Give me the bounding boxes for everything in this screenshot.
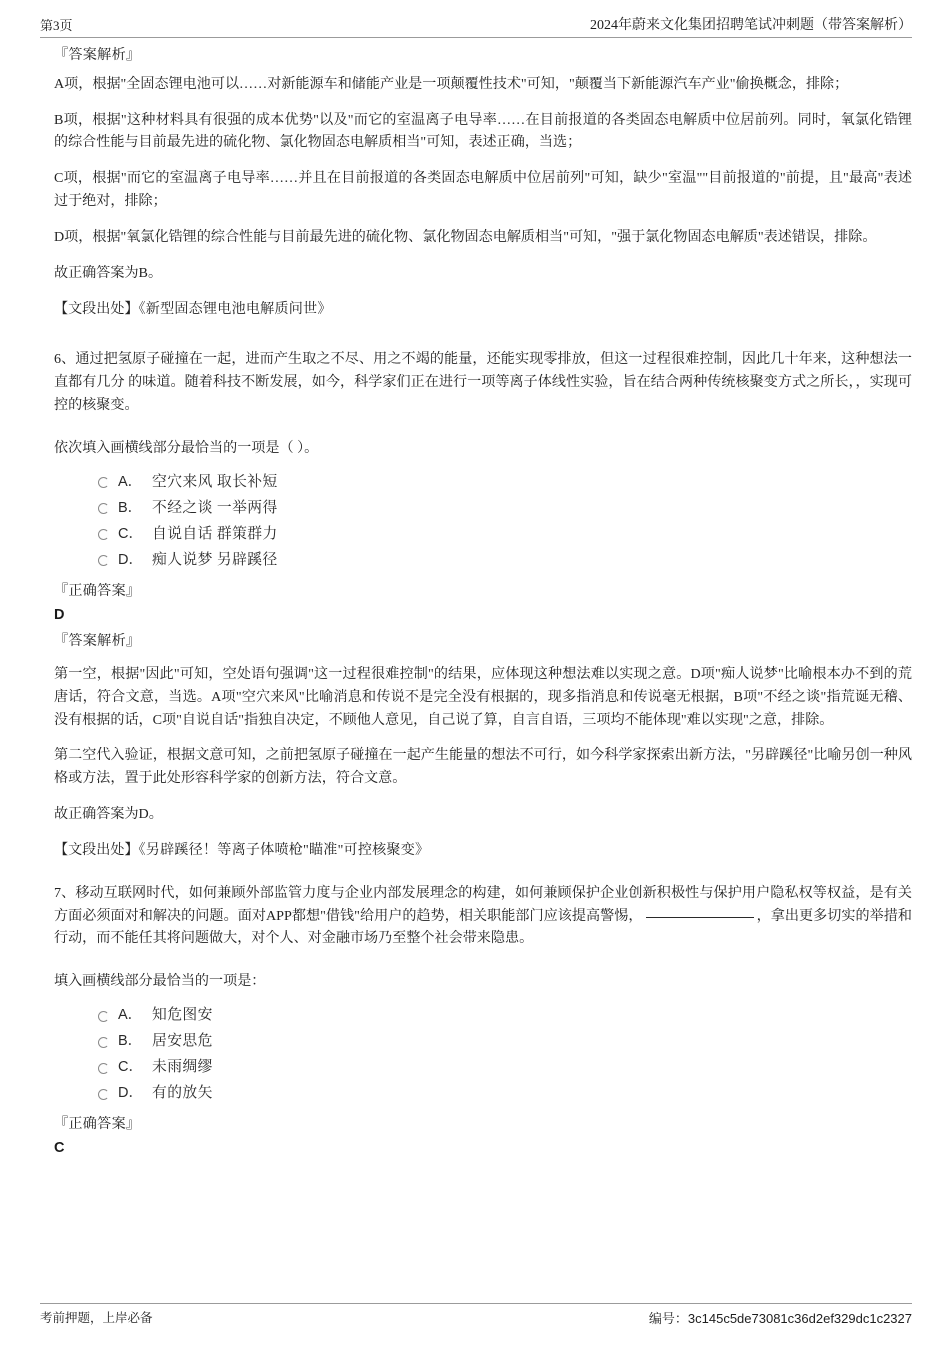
question-7-prompt: 填入画横线部分最恰当的一项是：: [54, 973, 266, 990]
option-text: 居安思危: [152, 1033, 213, 1050]
option-letter: D．: [118, 552, 143, 569]
radio-button-icon[interactable]: [98, 1011, 109, 1022]
option-text: 空穴来风 取长补短: [152, 473, 278, 490]
page-footer: [40, 1303, 912, 1327]
option-text: 不经之谈 一举两得: [152, 499, 278, 516]
q5-analysis-option-c: C项，根据"而它的室温离子电导率……并且在目前报道的各类固态电解质中位居前列"可知，缺少"室温""目前报道的"前提，且"最高"表述过于绝对，排除；: [54, 170, 912, 210]
question-6-stem: 6、通过把氢原子碰撞在一起，进而产生取之不尽、用之不竭的能量，还能实现零排放，但这一过程很难控制，因此几十年来，这种想法一直都有几分 的味道。随着科技不断发展，如今，科学家们正在进行一项等离子体线性实验，旨在结合两种传统核聚变方式之所长，，实现可控的核聚变。: [54, 351, 912, 414]
option-letter: B．: [118, 500, 143, 517]
question-7-stem-part2: ，拿出更多切实的举措和行动，而不能任其将问题做大，对个人、对金融市场乃至整个社会带来隐患。: [54, 907, 912, 947]
radio-button-icon[interactable]: [98, 1063, 109, 1074]
correct-answer-label-q6: 『正确答案』: [54, 582, 141, 599]
option-row[interactable]: [98, 496, 912, 522]
page-header: [40, 14, 912, 38]
option-row[interactable]: [98, 1081, 912, 1107]
option-text: 痴人说梦 另辟蹊径: [152, 551, 278, 568]
option-text: 未雨绸缪: [152, 1059, 213, 1076]
document-body: [40, 44, 912, 1163]
radio-button-icon[interactable]: [98, 1037, 109, 1048]
answer-analysis-label-q5: 『答案解析』: [54, 47, 141, 63]
q5-analysis-option-d: D项，根据"氧氯化锆锂的综合性能与目前最先进的硫化物、氯化物固态电解质相当"可知，"强于氯化物固态电解质"表述错误，排除。: [54, 228, 877, 245]
option-letter: C．: [118, 526, 143, 543]
radio-button-icon[interactable]: [98, 1089, 109, 1100]
radio-button-icon[interactable]: [98, 477, 109, 488]
footer-id-value: 3c145c5de73081c36d2ef329dc1c2327: [687, 1311, 912, 1326]
question-6-options: [40, 470, 912, 574]
source-title-q5: 《新型固态锂电池电解质问世》: [138, 300, 332, 317]
q5-analysis-option-b: B项，根据"这种材料具有很强的成本优势"以及"而它的室温离子电导率……在目前报道的各类固态电解质中位居前列。同时，氧氯化锆锂的综合性能与目前最先进的硫化物、氯化物固态电解质相当"可知，表述正确，当选；: [54, 111, 912, 151]
source-title-q6: 《另辟蹊径！等离子体喷枪"瞄准"可控核聚变》: [138, 841, 430, 858]
radio-button-icon[interactable]: [98, 555, 109, 566]
question-6-prompt: 依次填入画横线部分最恰当的一项是（ ）。: [54, 439, 319, 456]
q5-conclusion: 故正确答案为B。: [54, 264, 163, 281]
q6-analysis-paragraph-2: 第二空代入验证，根据文意可知，之前把氢原子碰撞在一起产生能量的想法不可行，如今科学家探索出新方法，"另辟蹊径"比喻另创一种风格或方法，置于此处形容科学家的创新方法，符合文意。: [54, 747, 912, 787]
question-7-stem: [40, 882, 912, 950]
option-letter: D．: [118, 1085, 143, 1102]
question-7-options: [40, 1003, 912, 1107]
option-row[interactable]: [98, 548, 912, 574]
q6-source-line: [40, 839, 912, 862]
radio-button-icon[interactable]: [98, 529, 109, 540]
option-letter: A．: [118, 474, 143, 491]
option-row[interactable]: [98, 1029, 912, 1055]
q5-source-line: [40, 298, 912, 321]
answer-analysis-label-q6: 『答案解析』: [54, 633, 141, 650]
option-letter: A．: [118, 1007, 143, 1024]
correct-answer-value-q7: C: [54, 1139, 65, 1156]
option-letter: C．: [118, 1059, 143, 1076]
option-letter: B．: [118, 1033, 143, 1050]
fill-in-blank-underline: [646, 916, 754, 918]
question-7-stem-part1: 7、移动互联网时代，如何兼顾外部监管力度与企业内部发展理念的构建，如何兼顾保护企业创新积极性与保护用户隐私权等权益，是有关方面必须面对和解决的问题。面对APP都想"借钱"给用户的趋势，相关职能部门应该提高警惕，: [54, 884, 912, 924]
option-row[interactable]: [98, 1055, 912, 1081]
radio-button-icon[interactable]: [98, 503, 109, 514]
option-row[interactable]: [98, 522, 912, 548]
correct-answer-value-q6: D: [54, 606, 65, 623]
option-text: 自说自话 群策群力: [152, 525, 278, 542]
q6-conclusion: 故正确答案为D。: [54, 806, 163, 823]
source-label-q5: 【文段出处】: [54, 300, 139, 317]
footer-id: [649, 1308, 912, 1327]
q5-analysis-option-a: A项，根据"全固态锂电池可以……对新能源车和储能产业是一项颠覆性技术"可知，"颠覆当下新能源汽车产业"偷换概念，排除；: [54, 75, 849, 92]
option-row[interactable]: [98, 1003, 912, 1029]
document-title: 2024年蔚来文化集团招聘笔试冲刺题（带答案解析）: [590, 18, 912, 33]
q6-analysis-paragraph-1: 第一空，根据"因此"可知，空处语句强调"这一过程很难控制"的结果，应体现这种想法难以实现之意。D项"痴人说梦"比喻根本办不到的荒唐话，符合文意，当选。A项"空穴来风"比喻消息和传说不是完全没有根据的，现多指消息和传说毫无根据，B项"不经之谈"指荒诞无稽、没有根据的话，C项"自说自话"指独自决定，不顾他人意见，自己说了算，自言自语，三项均不能体现"难以实现"之意，排除。: [54, 665, 912, 728]
page-number-label: 第3页: [40, 18, 73, 33]
footer-id-label: 编号：: [648, 1311, 688, 1326]
footer-slogan: 考前押题，上岸必备: [40, 1311, 153, 1325]
correct-answer-label-q7: 『正确答案』: [54, 1116, 141, 1133]
source-label-q6: 【文段出处】: [54, 841, 139, 858]
option-row[interactable]: [98, 470, 912, 496]
option-text: 知危图安: [152, 1007, 213, 1024]
option-text: 有的放矢: [152, 1085, 213, 1102]
